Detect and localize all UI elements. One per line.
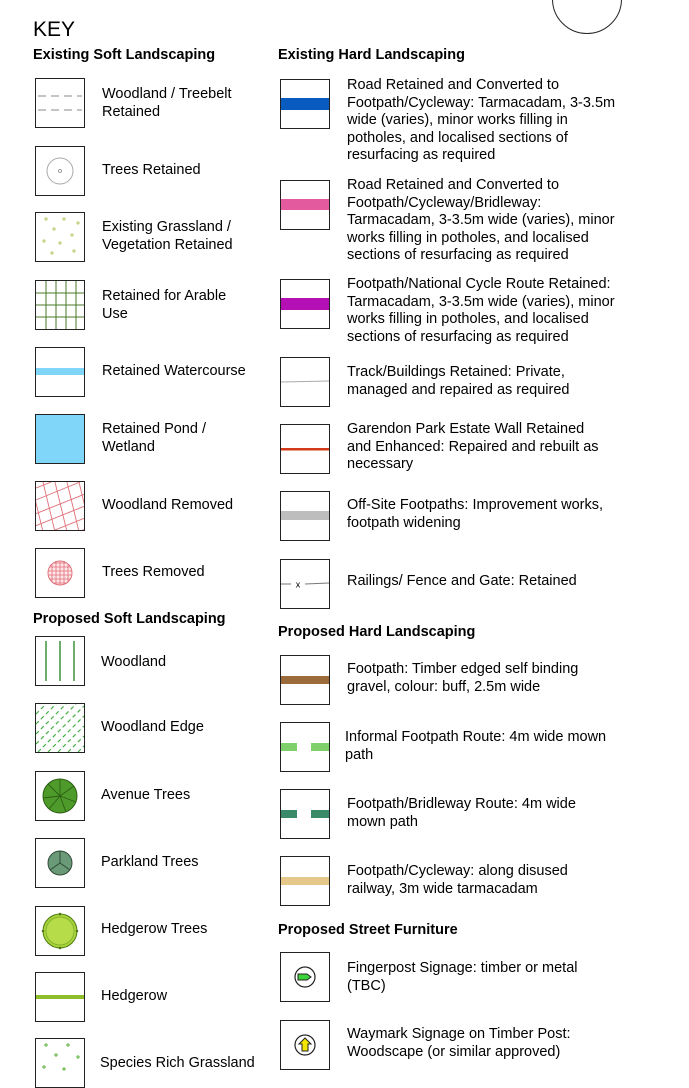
proposed-soft-label: Hedgerow bbox=[101, 988, 168, 1004]
tree-removed-icon bbox=[35, 548, 85, 598]
woodland-treebelt-icon bbox=[35, 78, 85, 128]
proposed-soft-label: Woodland Edge bbox=[101, 719, 204, 735]
proposed-hard-label: Footpath/Cycleway: along disused railway, 3m wide tarmacadam bbox=[347, 863, 568, 897]
existing-soft-label: Trees Removed bbox=[102, 564, 205, 580]
watercourse-icon bbox=[35, 347, 85, 397]
estate-wall-icon bbox=[280, 424, 330, 474]
track-icon bbox=[280, 357, 330, 407]
proposed-hard-heading: Proposed Hard Landscaping bbox=[278, 624, 476, 640]
proposed-soft-label: Avenue Trees bbox=[101, 787, 191, 803]
parkland-tree-icon bbox=[35, 838, 85, 888]
informal-footpath-icon bbox=[280, 722, 330, 772]
existing-hard-label: Road Retained and Converted to Footpath/Cycleway: Tarmacadam, 3-3.5m wide (varies), minor works filling in potholes, and localised sections of resurfacing as required bbox=[347, 77, 616, 163]
proposed-hard-label: Footpath/Bridleway Route: 4m wide mown path bbox=[347, 796, 576, 830]
proposed-hard-label: Informal Footpath Route: 4m wide mown path bbox=[345, 729, 607, 763]
proposed-soft-label: Woodland bbox=[101, 654, 167, 670]
north-arrow-circle bbox=[552, 0, 622, 34]
existing-soft-label: Woodland / Treebelt Retained bbox=[102, 86, 232, 120]
existing-hard-label: Road Retained and Converted to Footpath/Cycleway/Bridleway: Tarmacadam, 3-3.5m wide (varies), minor works filling in potholes, and localised sections of resurfacing as required bbox=[347, 177, 615, 263]
arable-grid-icon bbox=[35, 280, 85, 330]
hedgerow-tree-icon bbox=[35, 906, 85, 956]
proposed-soft-heading: Proposed Soft Landscaping bbox=[33, 611, 226, 627]
pink-road-icon bbox=[280, 180, 330, 230]
existing-soft-label: Trees Retained bbox=[102, 162, 201, 178]
existing-hard-label: Track/Buildings Retained: Private, managed and repaired as required bbox=[347, 364, 570, 398]
existing-hard-label: Railings/ Fence and Gate: Retained bbox=[347, 573, 577, 589]
woodland-edge-icon bbox=[35, 703, 85, 753]
grassland-icon bbox=[35, 212, 85, 262]
proposed-soft-label: Species Rich Grassland bbox=[100, 1055, 255, 1071]
existing-hard-heading: Existing Hard Landscaping bbox=[278, 47, 465, 63]
blue-road-icon bbox=[280, 79, 330, 129]
proposed-soft-label: Hedgerow Trees bbox=[101, 921, 208, 937]
existing-soft-label: Retained Pond / Wetland bbox=[102, 421, 206, 455]
railings-icon bbox=[280, 559, 330, 609]
proposed-hard-label: Footpath: Timber edged self binding gravel, colour: buff, 2.5m wide bbox=[347, 661, 579, 695]
woodland-removed-icon bbox=[35, 481, 85, 531]
tree-retained-icon bbox=[35, 146, 85, 196]
timber-footpath-icon bbox=[280, 655, 330, 705]
fingerpost-icon bbox=[280, 952, 330, 1002]
key-title: KEY bbox=[33, 18, 76, 41]
pond-icon bbox=[35, 414, 85, 464]
street-furniture-heading: Proposed Street Furniture bbox=[278, 922, 458, 938]
street-furniture-label: Fingerpost Signage: timber or metal (TBC) bbox=[347, 960, 578, 994]
railings-marker: x bbox=[295, 579, 301, 590]
existing-soft-label: Existing Grassland / Vegetation Retained bbox=[102, 219, 233, 253]
existing-soft-label: Retained Watercourse bbox=[102, 363, 246, 379]
proposed-soft-label: Parkland Trees bbox=[101, 854, 199, 870]
existing-soft-heading: Existing Soft Landscaping bbox=[33, 47, 216, 63]
magenta-route-icon bbox=[280, 279, 330, 329]
existing-hard-label: Footpath/National Cycle Route Retained: Tarmacadam, 3-3.5m wide (varies), minor works filling in potholes, and localised sections of resurfacing as required bbox=[347, 276, 615, 345]
avenue-tree-icon bbox=[35, 771, 85, 821]
street-furniture-label: Waymark Signage on Timber Post: Woodscape (or similar approved) bbox=[347, 1026, 571, 1060]
hedgerow-icon bbox=[35, 972, 85, 1022]
off-site-footpath-icon bbox=[280, 491, 330, 541]
bridleway-route-icon bbox=[280, 789, 330, 839]
existing-hard-label: Off-Site Footpaths: Improvement works, footpath widening bbox=[347, 497, 603, 531]
species-grassland-icon bbox=[35, 1038, 85, 1088]
waymark-icon bbox=[280, 1020, 330, 1070]
existing-hard-label: Garendon Park Estate Wall Retained and Enhanced: Repaired and rebuilt as necessary bbox=[347, 421, 599, 472]
woodland-icon bbox=[35, 636, 85, 686]
existing-soft-label: Woodland Removed bbox=[102, 497, 234, 513]
disused-railway-icon bbox=[280, 856, 330, 906]
existing-soft-label: Retained for Arable Use bbox=[102, 288, 227, 322]
